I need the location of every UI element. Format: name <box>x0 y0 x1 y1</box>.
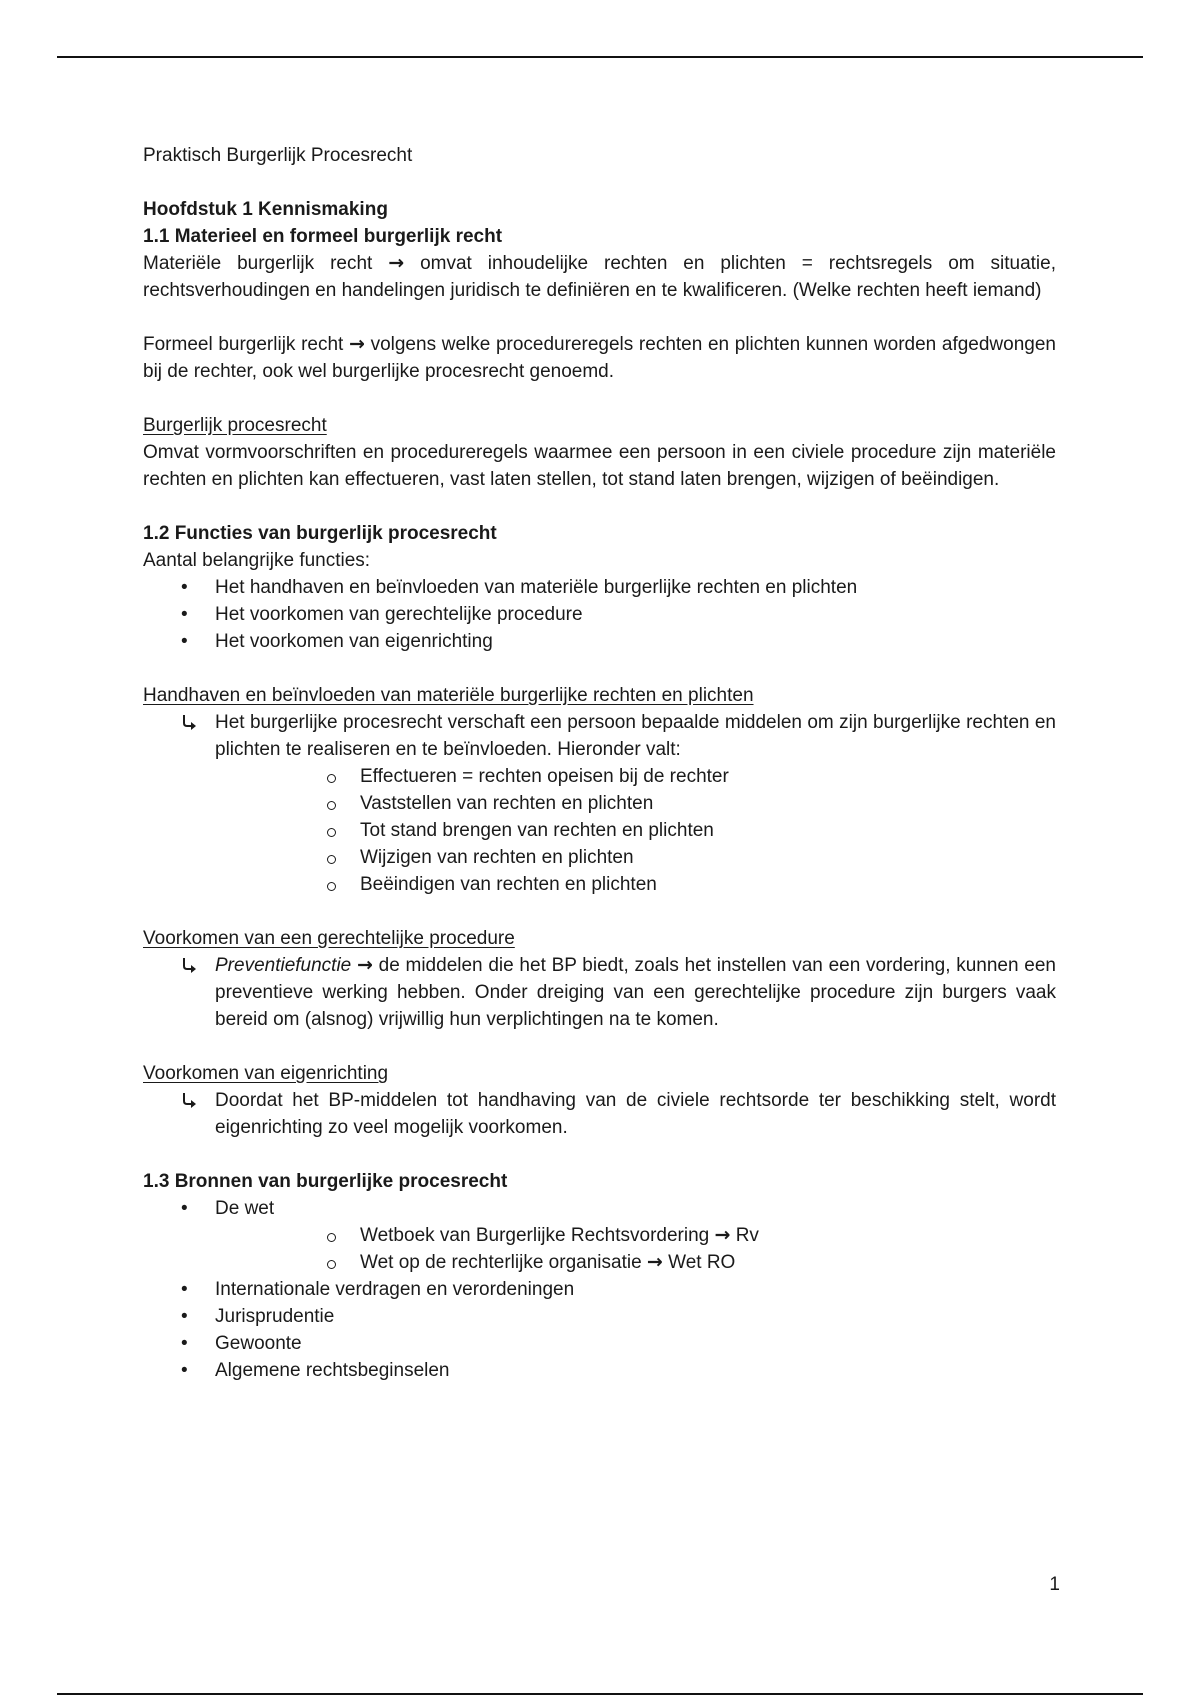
paragraph-burgerlijk-procesrecht: Omvat vormvoorschriften en procedureregels waarmee een persoon in een civiele procedure zijn materiële rechten en plichten kan effectueren, vast laten stellen, tot stand laten brengen, wijzigen of beëindigen. <box>143 442 1056 490</box>
list-item: Vaststellen van rechten en plichten <box>215 790 1056 817</box>
curved-arrow-icon <box>181 1092 199 1110</box>
list-item: Tot stand brengen van rechten en plichten <box>215 817 1056 844</box>
list-item: Wijzigen van rechten en plichten <box>215 844 1056 871</box>
right-arrow-icon: → <box>388 252 405 274</box>
right-arrow-icon: → <box>349 333 365 355</box>
list-item: • Jurisprudentie <box>143 1303 1056 1330</box>
handhaven-sublist <box>215 763 1056 898</box>
list-item: Effectueren = rechten opeisen bij de rechter <box>215 763 1056 790</box>
list-item: Preventiefunctie → de middelen die het BP biedt, zoals het instellen van een vordering, kunnen een preventieve werking hebben. Onder dreiging van een gerechtelijke procedure zijn burgers vaak bereid om (alsnog) vrijwillig hun verplichtingen na te komen. <box>143 952 1056 1033</box>
list-item: Doordat het BP-middelen tot handhaving van de civiele rechtsorde ter beschikking stelt, wordt eigenrichting zo veel mogelijk voorkomen. <box>143 1087 1056 1141</box>
list-item: • Het voorkomen van gerechtelijke procedure <box>143 601 1056 628</box>
subheading-gerechtelijke-procedure: Voorkomen van een gerechtelijke procedure <box>143 928 515 949</box>
list-item: • Het handhaven en beïnvloeden van materiële burgerlijke rechten en plichten <box>143 574 1056 601</box>
subheading-eigenrichting: Voorkomen van eigenrichting <box>143 1063 389 1084</box>
list-item: • Het voorkomen van eigenrichting <box>143 628 1056 655</box>
page-number: 1 <box>1049 1574 1060 1595</box>
right-arrow-icon: → <box>714 1224 731 1246</box>
subheading-handhaven: Handhaven en beïnvloeden van materiële burgerlijke rechten en plichten <box>143 685 754 706</box>
eigenrichting-list <box>143 1087 1056 1141</box>
law-sublist <box>215 1222 1056 1276</box>
list-item: Wetboek van Burgerlijke Rechtsvordering → Rv <box>215 1222 1056 1249</box>
list-item: Het burgerlijke procesrecht verschaft een persoon bepaalde middelen om zijn burgerlijke rechten en plichten te realiseren en te beïnvloeden. Hieronder valt: Effectueren = rechten opeisen bij de rechter Vaststellen van rechten en plichten Tot stand brengen van rechten en plichten Wijzigen van rechten en plichten Beëindigen van rechten en plichten <box>143 709 1056 898</box>
chapter-heading: Hoofdstuk 1 Kennismaking <box>143 199 388 220</box>
section-1-3-heading: 1.3 Bronnen van burgerlijke procesrecht <box>143 1171 508 1192</box>
document-body <box>143 142 1056 1384</box>
functions-intro: Aantal belangrijke functies: <box>143 550 371 571</box>
paragraph-materieel: Materiële burgerlijk recht → omvat inhoudelijke rechten en plichten = rechtsregels om situatie, rechtsverhoudingen en handelingen juridisch te definiëren en te kwalificeren. (Welke rechten heeft iemand) <box>143 252 1056 301</box>
curved-arrow-icon <box>181 957 199 975</box>
sources-list <box>143 1195 1056 1384</box>
section-1-2-heading: 1.2 Functies van burgerlijk procesrecht <box>143 523 497 544</box>
subheading-burgerlijk-procesrecht: Burgerlijk procesrecht <box>143 415 327 436</box>
list-item: • Gewoonte <box>143 1330 1056 1357</box>
list-item: Wet op de rechterlijke organisatie → Wet RO <box>215 1249 1056 1276</box>
bottom-rule <box>57 1693 1143 1695</box>
top-rule <box>57 56 1143 58</box>
right-arrow-icon: → <box>356 954 373 976</box>
handhaven-list <box>143 709 1056 898</box>
term-preventiefunctie: Preventiefunctie <box>215 955 352 976</box>
paragraph-formeel: Formeel burgerlijk recht → volgens welke procedureregels rechten en plichten kunnen worden afgedwongen bij de rechter, ook wel burgerlijke procesrecht genoemd. <box>143 333 1056 382</box>
list-item: • Internationale verdragen en verordeningen <box>143 1276 1056 1303</box>
curved-arrow-icon <box>181 714 199 732</box>
list-item: • Algemene rechtsbeginselen <box>143 1357 1056 1384</box>
right-arrow-icon: → <box>646 1251 663 1273</box>
document-title: Praktisch Burgerlijk Procesrecht <box>143 145 413 166</box>
section-1-1-heading: 1.1 Materieel en formeel burgerlijk recht <box>143 226 503 247</box>
list-item: Beëindigen van rechten en plichten <box>215 871 1056 898</box>
functions-list <box>143 574 1056 655</box>
preventie-list <box>143 952 1056 1033</box>
list-item: • De wet Wetboek van Burgerlijke Rechtsvordering → Rv Wet op de rechterlijke organisatie → Wet RO <box>143 1195 1056 1276</box>
